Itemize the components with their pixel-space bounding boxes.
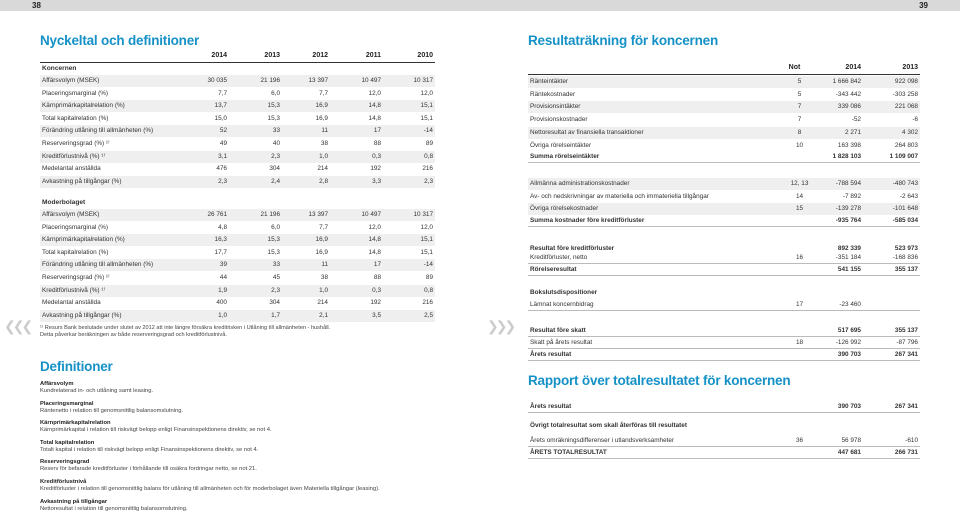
definition-text: Kreditförluster i relation till genomsnittlig balans för utlåning till allmänheten och för moderbolaget även Materiella tillgångar (leasing). — [40, 486, 380, 492]
table-row — [40, 285, 435, 297]
row-value: 1,9 — [218, 286, 227, 294]
row-label: Räntekostnader — [530, 91, 576, 98]
year-header: 2012 — [312, 52, 328, 59]
row-value: 2,8 — [319, 177, 328, 185]
row-value: 21 196 — [260, 77, 280, 84]
row-value: 476 — [216, 165, 227, 173]
footnote-1: ¹⁾ Resurs Bank beslutade under slutet av 2012 att inte längre försäkra kreditrisken i Utlåning till allmänheten - hushåll. — [40, 325, 331, 331]
value-2013: 264 803 — [894, 142, 918, 149]
page-header-bar — [0, 0, 960, 11]
table-row — [40, 272, 435, 284]
table-row — [40, 100, 435, 112]
row-label: Bokslutsdispositioner — [530, 289, 598, 296]
value-2014: 163 398 — [837, 142, 861, 149]
row-note: 7 — [797, 103, 802, 110]
row-value: 192 — [370, 299, 381, 307]
value-2014: -788 594 — [835, 180, 861, 187]
row-value: 3,5 — [372, 311, 381, 319]
row-value: 214 — [317, 299, 328, 307]
value-2013: 267 341 — [894, 403, 918, 410]
statement-row — [528, 114, 920, 126]
definition-term: Total kapitalrelation — [40, 439, 95, 446]
row-value: 15,1 — [420, 236, 433, 244]
row-value: 7,7 — [319, 89, 328, 97]
row-value: 16,9 — [315, 236, 328, 244]
statement-row — [528, 435, 920, 447]
row-value: 15,1 — [420, 102, 433, 110]
row-value: 14,8 — [368, 248, 381, 256]
row-value: 304 — [269, 165, 280, 173]
value-2014: 447 681 — [837, 449, 861, 456]
row-value: 52 — [219, 127, 227, 135]
row-label: Summa rörelseintäkter — [530, 153, 600, 160]
statement-row — [528, 299, 920, 311]
statement-row — [528, 203, 920, 215]
row-value: 15,1 — [420, 114, 433, 122]
row-value: 2,3 — [271, 152, 280, 160]
row-label: Placeringsmarginal (%) — [42, 89, 109, 97]
definition-item — [40, 459, 460, 473]
row-value: 214 — [317, 165, 328, 173]
statement-row — [528, 89, 920, 101]
sum-income-row — [528, 151, 920, 163]
definition-text: Totalt kapital i relation till riskvägt belopp enligt Finansinspektionens direktiv, se not 4. — [40, 446, 259, 453]
row-value: 14,8 — [368, 114, 381, 122]
row-label: Skatt på årets resultat — [530, 339, 593, 346]
row-label: Resultat före skatt — [530, 327, 586, 334]
row-note: 16 — [795, 254, 804, 261]
row-value: 49 — [219, 140, 227, 147]
value-2013: 355 137 — [894, 266, 918, 273]
table-row — [40, 88, 435, 100]
row-label: Reserveringsgrad (%) ¹⁾ — [42, 274, 110, 281]
statement-row — [528, 337, 920, 349]
row-value: 10 317 — [413, 211, 433, 218]
other-comprehensive-header — [528, 420, 920, 432]
row-note: 36 — [795, 437, 804, 444]
row-value: 13 397 — [308, 211, 328, 218]
row-label: Provisionsintäkter — [530, 103, 581, 110]
row-value: 88 — [373, 274, 381, 281]
row-label: Förändring utlåning till allmänheten (%) — [42, 261, 154, 269]
year-header: 2014 — [211, 52, 227, 59]
row-value: 0,3 — [372, 152, 381, 160]
value-2013: -610 — [905, 437, 918, 444]
statement-row — [528, 178, 920, 190]
sum-costs-row — [528, 215, 920, 227]
value-2014: -935 764 — [835, 217, 861, 224]
row-value: 89 — [425, 140, 433, 147]
row-value: 38 — [320, 140, 328, 147]
operating-result-row — [528, 264, 920, 276]
definition-item — [40, 381, 460, 395]
row-value: 15,3 — [267, 236, 280, 244]
value-2013: 266 731 — [894, 449, 918, 456]
row-value: 192 — [370, 165, 381, 173]
row-label: Årets resultat — [530, 403, 572, 410]
row-value: 11 — [321, 127, 328, 135]
row-value: 1,7 — [271, 311, 280, 319]
row-value: 16,3 — [214, 236, 227, 244]
row-value: 2,3 — [271, 286, 280, 294]
value-2013: -168 836 — [892, 254, 918, 261]
value-2013: 355 137 — [894, 327, 918, 334]
column-header-y2: 2013 — [902, 64, 918, 71]
value-2014: -23 460 — [839, 301, 861, 308]
year-header: 2010 — [417, 52, 433, 59]
row-value: -14 — [423, 127, 433, 135]
net-result-row-2 — [528, 401, 920, 413]
table-row — [40, 138, 435, 150]
value-2014: 56 978 — [841, 437, 861, 444]
year-header: 2013 — [264, 52, 280, 59]
row-label: Total kapitalrelation (%) — [42, 114, 109, 122]
row-note: 7 — [797, 116, 802, 123]
value-2013: -87 796 — [896, 339, 918, 346]
row-value: 13 397 — [308, 77, 328, 84]
row-label: Avkastning på tillgångar (%) — [42, 311, 122, 319]
row-label: Avkastning på tillgångar (%) — [42, 177, 122, 185]
row-value: 38 — [320, 274, 328, 281]
row-value: 16,9 — [315, 248, 328, 256]
value-2013: -480 743 — [892, 180, 918, 187]
value-2014: -139 278 — [835, 205, 861, 212]
row-value: 3,1 — [218, 152, 227, 160]
table-row — [40, 75, 435, 87]
row-value: 1,0 — [319, 286, 328, 294]
definition-item — [40, 479, 460, 493]
footnote-2: Detta påverkar beräkningen av både reserveringsgrad och kreditförlustnivå. — [40, 332, 227, 338]
row-value: 89 — [425, 274, 433, 281]
value-2014: -7 892 — [842, 193, 861, 200]
value-2013: 267 341 — [894, 351, 918, 358]
row-value: 2,5 — [424, 311, 433, 319]
table-row — [40, 234, 435, 246]
row-label: Ränteintäkter — [530, 78, 569, 85]
table-row — [40, 125, 435, 137]
row-label: Rörelseresultat — [530, 266, 577, 273]
statement-row — [528, 127, 920, 139]
row-note: 5 — [797, 78, 802, 85]
definition-item — [40, 499, 460, 513]
value-2014: 390 703 — [837, 403, 861, 410]
row-value: 15,0 — [214, 114, 227, 122]
prev-page-arrows-icon[interactable]: ❮❮❮ — [4, 318, 31, 334]
definition-term: Placeringsmarginal — [40, 400, 94, 407]
definition-term: Affärsvolym — [40, 381, 74, 387]
definition-text: Räntenetto i relation till genomsnittlig balansomslutning. — [40, 407, 184, 414]
row-value: 12,0 — [420, 223, 433, 231]
row-note: 17 — [795, 301, 804, 308]
row-value: 12,0 — [368, 223, 381, 231]
row-note: 10 — [795, 142, 804, 149]
row-label: Provisionskostnader — [530, 116, 588, 123]
value-2014: 2 271 — [845, 129, 861, 136]
row-value: 11 — [321, 261, 328, 269]
table-row — [40, 176, 435, 188]
row-value: 7,7 — [319, 223, 328, 231]
row-label: Total kapitalrelation (%) — [42, 248, 109, 256]
row-value: 10 497 — [361, 211, 381, 218]
row-label: Placeringsmarginal (%) — [42, 223, 109, 231]
value-2014: 892 339 — [837, 245, 861, 252]
result-before-tax-row — [528, 325, 920, 337]
table-row — [40, 222, 435, 234]
value-2014: 339 086 — [837, 103, 861, 110]
row-value: 14,8 — [368, 102, 381, 110]
definition-term: Kärnprimärkapitalrelation — [40, 420, 111, 427]
value-2013: 1 109 007 — [889, 153, 918, 160]
row-label: Medelantal anställda — [42, 165, 101, 173]
table-row — [40, 163, 435, 175]
row-label: Nettoresultat av finansiella transaktioner — [530, 129, 644, 136]
row-value: 15,1 — [420, 248, 433, 256]
row-label: ÅRETS TOTALRESULTAT — [530, 449, 607, 456]
table-row — [40, 310, 435, 322]
value-2014: -351 184 — [835, 254, 861, 261]
page-number-right: 39 — [919, 1, 928, 10]
row-value: 2,3 — [424, 177, 433, 185]
row-value: 2,4 — [271, 177, 280, 185]
value-2013: -2 643 — [899, 193, 918, 200]
definition-term: Reserveringsgrad — [40, 459, 90, 466]
koncernen-label: Koncernen — [42, 65, 77, 72]
row-value: 6,0 — [271, 89, 280, 97]
table-row — [40, 151, 435, 163]
table-row — [40, 259, 435, 271]
row-label: Kärnprimärkapitalrelation (%) — [42, 236, 125, 244]
row-value: 33 — [272, 127, 280, 135]
year-header: 2011 — [365, 52, 381, 59]
row-value: 1,0 — [319, 152, 328, 160]
row-value: 6,0 — [271, 223, 280, 231]
row-value: 39 — [219, 261, 227, 269]
row-note: 8 — [797, 129, 802, 136]
key-figures-title: Nyckeltal och definitioner — [40, 33, 200, 48]
next-page-arrows-icon[interactable]: ❯❯❯ — [487, 318, 514, 334]
row-note: 15 — [795, 205, 804, 212]
definition-item — [40, 440, 460, 454]
row-value: 17 — [373, 127, 381, 135]
income-statement-title: Resultaträkning för koncernen — [528, 33, 718, 48]
value-2013: 523 973 — [894, 245, 918, 252]
row-label: Kärnprimärkapitalrelation (%) — [42, 102, 125, 110]
total-result-row — [528, 447, 920, 459]
row-label: Årets omräkningsdifferenser i utlandsverksamheter — [530, 437, 675, 444]
row-value: 0,8 — [424, 286, 433, 294]
row-value: 88 — [373, 140, 381, 147]
row-label: Resultat före kreditförluster — [530, 245, 615, 252]
row-value: 26 761 — [207, 211, 227, 218]
row-label: Medelantal anställda — [42, 299, 101, 307]
moderbolaget-label: Moderbolaget — [42, 199, 86, 206]
value-2013: 922 098 — [894, 78, 918, 85]
row-label: Kreditförlustnivå (%) ¹⁾ — [42, 286, 106, 294]
row-value: 10 497 — [361, 77, 381, 84]
row-label: Förändring utlåning till allmänheten (%) — [42, 127, 154, 135]
column-header-y1: 2014 — [845, 64, 861, 71]
appropriations-header — [528, 287, 920, 299]
value-2014: 541 155 — [837, 266, 861, 273]
row-value: 16,9 — [315, 114, 328, 122]
row-label: Kreditförlustnivå (%) ¹⁾ — [42, 152, 106, 160]
definition-text: Kärnprimärkapital i relation till riskvägt belopp enligt Finansinspektionens direktiv, se not 4. — [40, 427, 272, 434]
definitions-title: Definitioner — [40, 359, 113, 374]
row-value: 44 — [219, 274, 227, 281]
row-value: 10 317 — [413, 77, 433, 84]
definition-item — [40, 420, 460, 434]
row-value: 304 — [269, 299, 280, 307]
row-value: 45 — [272, 274, 280, 281]
statement-row — [528, 101, 920, 113]
row-label: Övriga rörelsekostnader — [530, 205, 599, 212]
row-label: Affärsvolym (MSEK) — [42, 211, 100, 218]
row-value: 4,8 — [218, 223, 227, 231]
statement-row — [528, 191, 920, 203]
row-value: 2,3 — [218, 177, 227, 185]
definition-text: Kundrelaterad in- och utlåning samt leasing. — [40, 388, 154, 394]
row-label: Kreditförluster, netto — [530, 254, 588, 261]
row-value: 40 — [272, 140, 280, 147]
row-label: Övriga rörelseintäkter — [530, 142, 592, 149]
value-2013: -6 — [912, 116, 918, 123]
row-note: 5 — [797, 91, 802, 98]
row-value: 0,3 — [372, 286, 381, 294]
row-value: 15,3 — [267, 102, 280, 110]
row-note: 12, 13 — [790, 180, 809, 187]
row-value: 2,1 — [319, 311, 328, 319]
statement-row — [528, 252, 920, 264]
table-row — [40, 113, 435, 125]
row-value: 12,0 — [368, 89, 381, 97]
value-2014: -343 442 — [835, 91, 861, 98]
row-value: 216 — [422, 165, 433, 173]
row-label: Lämnat koncernbidrag — [530, 301, 594, 308]
row-label: Summa kostnader före kreditförluster — [530, 217, 645, 224]
row-label: Reserveringsgrad (%) ¹⁾ — [42, 140, 110, 147]
table-row — [40, 209, 435, 221]
value-2013: 221 068 — [894, 103, 918, 110]
row-label: Av- och nedskrivningar av materiella och immateriella tillgångar — [530, 193, 709, 200]
row-value: 33 — [272, 261, 280, 269]
total-income-title: Rapport över totalresultatet för koncernen — [528, 373, 791, 388]
row-label: Affärsvolym (MSEK) — [42, 77, 100, 84]
value-2013: -303 258 — [892, 91, 918, 98]
row-value: 15,3 — [267, 114, 280, 122]
definition-term: Avkastning på tillgångar — [40, 498, 108, 505]
table-row — [40, 247, 435, 259]
row-label: Årets resultat — [530, 351, 572, 358]
value-2014: -52 — [851, 116, 861, 123]
definition-item — [40, 401, 460, 415]
value-2013: 4 302 — [902, 129, 918, 136]
definition-text: Nettoresultat i relation till genomsnittlig balansomslutning. — [40, 505, 188, 512]
row-value: 7,7 — [218, 89, 227, 97]
table-row — [40, 297, 435, 309]
definition-term: Kreditförlustnivå — [40, 479, 87, 485]
value-2014: 517 695 — [837, 327, 861, 334]
row-label: Allmänna administrationskostnader — [530, 180, 630, 187]
row-label: Övrigt totalresultat som skall återföras till resultatet — [530, 422, 687, 429]
column-header-not: Not — [788, 64, 801, 71]
row-value: 17 — [373, 261, 381, 269]
value-2013: -101 648 — [892, 205, 918, 212]
definition-text: Reserv för befarade kreditförluster i förhållande till osäkra fordringar netto, se not 21. — [40, 466, 257, 473]
row-value: 0,8 — [424, 152, 433, 160]
row-value: 15,3 — [267, 248, 280, 256]
page-number-left: 38 — [32, 1, 41, 10]
net-result-row — [528, 349, 920, 361]
row-value: 30 035 — [207, 77, 227, 84]
row-value: 21 196 — [260, 211, 280, 218]
row-value: 12,0 — [420, 89, 433, 97]
statement-row — [528, 76, 920, 88]
value-2014: 390 703 — [837, 351, 861, 358]
value-2014: 1 666 842 — [832, 78, 861, 85]
row-value: 16,9 — [315, 102, 328, 110]
row-note: 18 — [795, 339, 804, 346]
row-value: 17,7 — [214, 248, 227, 256]
row-value: -14 — [423, 261, 433, 269]
value-2014: 1 828 103 — [832, 153, 861, 160]
row-value: 14,8 — [368, 236, 381, 244]
row-value: 216 — [422, 299, 433, 307]
row-note: 14 — [795, 193, 804, 200]
row-value: 13,7 — [214, 102, 227, 110]
row-value: 3,3 — [372, 177, 381, 185]
value-2013: -585 034 — [892, 217, 918, 224]
row-value: 400 — [216, 299, 227, 307]
row-value: 1,0 — [218, 311, 227, 319]
income-header-rule — [528, 74, 920, 75]
value-2014: -126 992 — [835, 339, 861, 346]
